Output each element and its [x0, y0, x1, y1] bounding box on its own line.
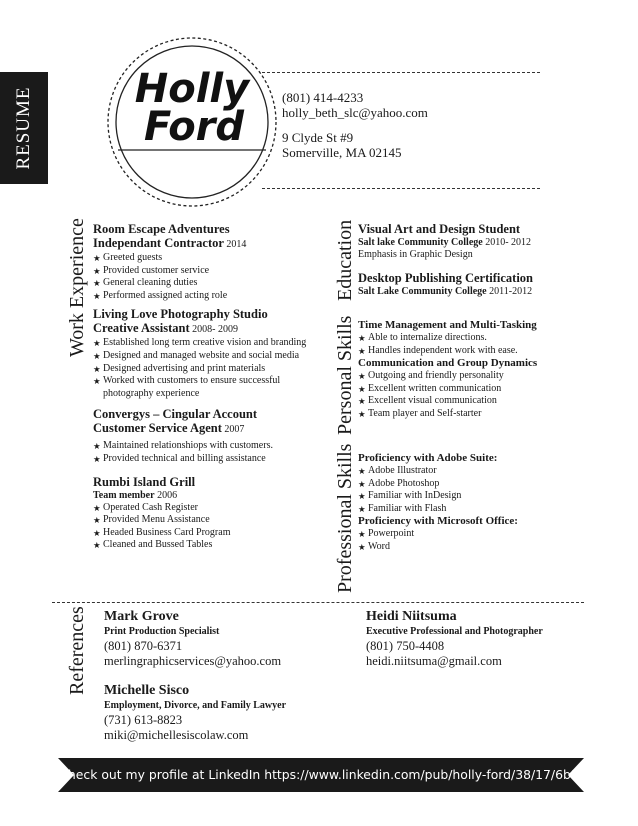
resume-tab-label: RESUME: [13, 86, 34, 170]
contact-email: holly_beth_slc@yahoo.com: [282, 105, 428, 120]
education-school: Salt Lake Community College 2011-2012: [358, 285, 533, 297]
section-label-work: Work Experience: [66, 218, 88, 357]
job-bullet: ★ Provided Menu Assistance: [93, 514, 325, 527]
education-title: Visual Art and Design Student: [358, 222, 521, 236]
divider-top: [262, 72, 540, 73]
job-bullet-continuation: photography experience: [103, 387, 200, 399]
section-label-education: Education: [334, 219, 356, 301]
job-entry: [93, 476, 325, 552]
job-bullet: ★ Designed advertising and print materials: [93, 363, 325, 376]
reference-email: heidi.niitsuma@gmail.com: [366, 654, 502, 668]
education-list: [358, 223, 588, 298]
skill-bullet: ★ Handles independent work with ease.: [358, 345, 598, 358]
job-bullet: ★ Operated Cash Register: [93, 502, 325, 515]
section-label-references: References: [66, 606, 88, 695]
skill-bullet: ★ Excellent written communication: [358, 383, 598, 396]
education-note: Emphasis in Graphic Design: [358, 249, 473, 260]
reference-title: Executive Professional and Photographer: [366, 626, 543, 637]
job-bullet: ★ Headed Business Card Program: [93, 527, 325, 540]
logo-line1: Holly: [134, 66, 250, 112]
job-bullet: ★ Performed assigned acting role: [93, 290, 325, 303]
job-role: Creative Assistant 2008- 2009: [93, 321, 238, 336]
skill-heading: Time Management and Multi-Tasking: [358, 319, 537, 331]
job-bullet: ★ Established long term creative vision and branding: [93, 337, 325, 350]
skill-bullet: ★ Team player and Self-starter: [358, 408, 598, 421]
contact-block: [282, 90, 428, 160]
education-title: Desktop Publishing Certification: [358, 270, 534, 285]
reference-title: Employment, Divorce, and Family Lawyer: [104, 700, 287, 711]
contact-address-line1: 9 Clyde St #9: [282, 130, 354, 145]
job-role: Customer Service Agent 2007: [93, 421, 245, 436]
logo-line2: Ford: [143, 104, 245, 150]
job-role: Team member 2006: [93, 489, 178, 501]
job-bullet: ★ General cleaning duties: [93, 277, 325, 290]
reference-email: miki@michellesiscolaw.com: [104, 728, 249, 742]
divider-header-bottom: [262, 188, 540, 189]
skill-bullet: ★ Adobe Photoshop: [358, 478, 598, 491]
reference-entry: [366, 609, 616, 669]
job-bullet: ★ Worked with customers to ensure successful: [93, 375, 325, 388]
reference-phone: (801) 870-6371: [104, 639, 183, 653]
job-bullet: ★ Greeted guests: [93, 252, 325, 265]
job-bullet: ★ Provided technical and billing assistance: [93, 453, 325, 466]
job-entry: [93, 308, 325, 400]
reference-name: Michelle Sisco: [104, 683, 190, 698]
job-role: Independant Contractor 2014: [93, 236, 247, 250]
skill-heading: Communication and Group Dynamics: [358, 357, 538, 370]
reference-entry: [104, 683, 354, 743]
divider-references: [52, 602, 584, 603]
skill-bullet: ★ Excellent visual communication: [358, 395, 598, 408]
professional-skills-list: [358, 452, 598, 554]
linkedin-text: Check out my profile at LinkedIn https://www.linkedin.com/pub/holly-ford/38/17/6b3: [59, 767, 579, 782]
personal-skills-list: [358, 319, 598, 421]
job-company: Rumbi Island Grill: [93, 474, 196, 489]
resume-side-tab: [0, 72, 48, 184]
reference-entry: [104, 609, 354, 669]
skill-bullet: ★ Powerpoint: [358, 528, 598, 541]
job-bullet: ★ Designed and managed website and social media: [93, 350, 325, 363]
work-experience-list: [93, 223, 325, 552]
job-bullet: ★ Provided customer service: [93, 265, 325, 278]
job-company: Room Escape Adventures: [93, 222, 230, 236]
reference-name: Mark Grove: [104, 609, 179, 624]
reference-title: Print Production Specialist: [104, 626, 220, 637]
skill-bullet: ★ Familiar with Flash: [358, 503, 598, 516]
skill-bullet: ★ Able to internalize directions.: [358, 332, 598, 345]
contact-address-line2: Somerville, MA 02145: [282, 145, 402, 160]
job-company: Living Love Photography Studio: [93, 307, 268, 322]
contact-phone: (801) 414-4233: [282, 90, 364, 105]
job-company: Convergys – Cingular Account: [93, 407, 258, 422]
reference-phone: (801) 750-4408: [366, 639, 445, 653]
reference-phone: (731) 613-8823: [104, 713, 183, 727]
job-bullet: ★ Maintained relationshiops with customers.: [93, 440, 325, 453]
job-entry: [93, 408, 325, 465]
skill-heading: Proficiency with Microsoft Office:: [358, 515, 518, 528]
job-bullet: ★ Cleaned and Bussed Tables: [93, 539, 325, 552]
holly-ford-logo: [104, 34, 280, 210]
reference-email: merlingraphicservices@yahoo.com: [104, 654, 282, 668]
skill-bullet: ★ Familiar with InDesign: [358, 490, 598, 503]
skill-bullet: ★ Outgoing and friendly personality: [358, 370, 598, 383]
job-entry: [93, 223, 325, 302]
skill-bullet: ★ Adobe Illustrator: [358, 465, 598, 478]
section-label-professional: Professional Skills: [334, 443, 356, 593]
education-school: Salt lake Community College 2010- 2012: [358, 237, 532, 248]
reference-name: Heidi Niitsuma: [366, 609, 457, 624]
section-label-personal: Personal Skills: [334, 315, 356, 435]
skill-bullet: ★ Word: [358, 541, 598, 554]
skill-heading: Proficiency with Adobe Suite:: [358, 452, 498, 464]
